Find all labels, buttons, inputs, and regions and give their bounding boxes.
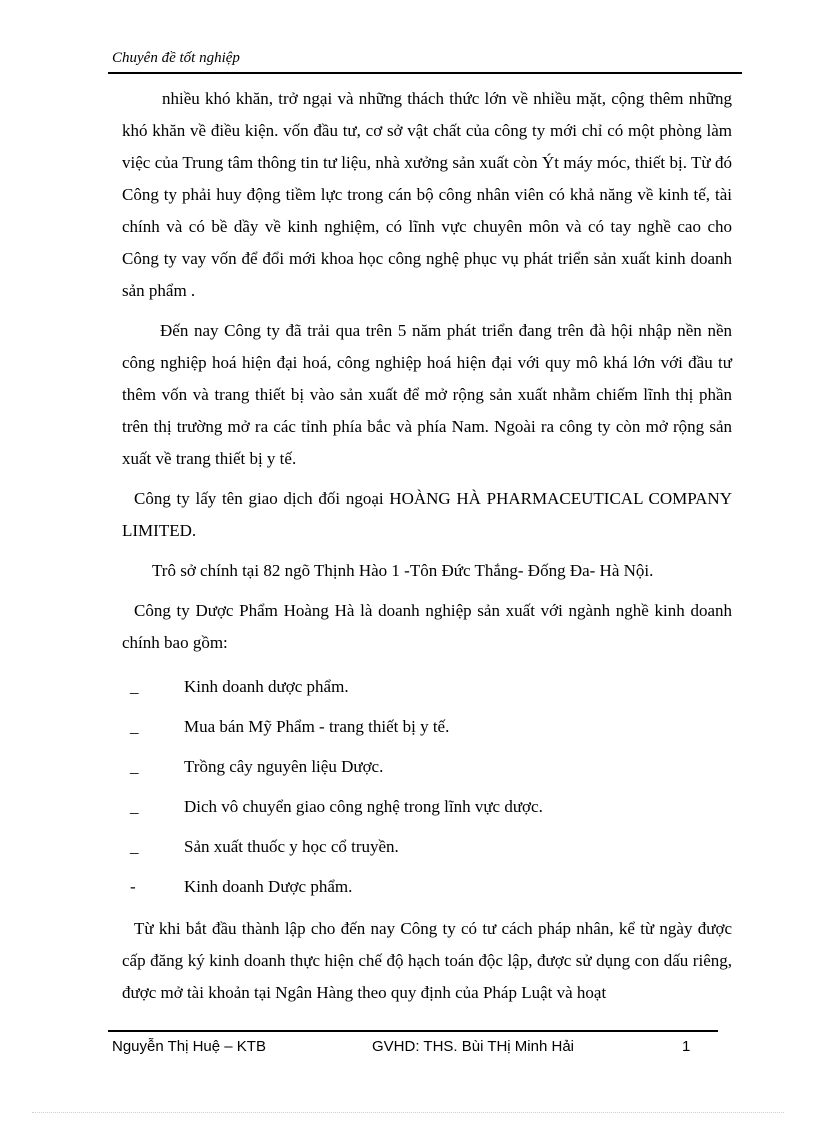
list-item-text: Sản xuất thuốc y học cổ truyền. <box>184 837 399 856</box>
paragraph: Trô sở chính tại 82 ngõ Thịnh Hào 1 -Tôn Đức Thắng- Đống Đa- Hà Nội. <box>152 561 654 580</box>
list-item <box>122 827 732 867</box>
footer-author: Nguyễn Thị Huệ – KTB <box>112 1038 266 1055</box>
list-marker: _ <box>130 757 139 776</box>
list-item <box>122 667 732 707</box>
list-item <box>122 747 732 787</box>
paragraph: Từ khi bắt đầu thành lập cho đến nay Công ty có tư cách pháp nhân, kể từ ngày được cấp đăng ký kinh doanh thực hiện chế độ hạch toán độc lập, được sử dụng con dấu riêng, được mở tài khoản tại Ngân Hàng theo quy định của Pháp Luật và hoạt <box>122 919 732 1002</box>
list-item <box>122 707 732 747</box>
list-item-text: Trồng cây nguyên liệu Dược. <box>184 757 384 776</box>
paragraph: nhiều khó khăn, trở ngại và những thách thức lớn về nhiều mặt, cộng thêm những khó khăn về điều kiện. vốn đầu tư, cơ sở vật chất của công ty mới chỉ có một phòng làm việc của Trung tâm thông tin tư liệu, nhà xưởng sản xuất còn Ýt máy móc, thiết bị. Từ đó Công ty phải huy động tiềm lực trong cán bộ công nhân viên có khả năng về kinh tế, tài chính và có bề dầy về kinh nghiệm, có lĩnh vực chuyên môn và có tay nghề cao cho Công ty vay vốn để đổi mới khoa học công nghệ phục vụ phát triển sản xuất kinh doanh sản phẩm . <box>122 89 732 300</box>
list-marker: - <box>130 877 136 896</box>
list-item <box>122 867 732 907</box>
list-marker: _ <box>130 677 139 696</box>
list-item-text: Dich vô chuyển giao công nghệ trong lĩnh vực dược. <box>184 797 543 816</box>
list-item-text: Kinh doanh Dược phẩm. <box>184 877 353 896</box>
footer-divider <box>108 1030 718 1032</box>
paragraph: Đến nay Công ty đã trải qua trên 5 năm phát triển đang trên đà hội nhập nền nền công nghiệp hoá hiện đại hoá, công nghiệp hoá hiện đại với quy mô khá lớn với đầu tư thêm vốn và trang thiết bị vào sản xuất để mở rộng sản xuất nhằm chiếm lĩnh thị phần trên thị trường mở ra các tỉnh phía bắc và phía Nam. Ngoài ra công ty còn mở rộng sản xuất về trang thiết bị y tế. <box>122 321 732 468</box>
document-body <box>122 83 732 1017</box>
list-marker: _ <box>130 837 139 856</box>
list-marker: _ <box>130 717 139 736</box>
page-edge <box>32 1112 784 1113</box>
page-number: 1 <box>682 1038 691 1055</box>
list-item-text: Kinh doanh dược phẩm. <box>184 677 349 696</box>
paragraph: Công ty Dược Phẩm Hoàng Hà là doanh nghiệp sản xuất với ngành nghề kinh doanh chính bao gồm: <box>122 601 732 652</box>
footer-advisor: GVHD: THS. Bùi THị Minh Hải <box>372 1038 574 1055</box>
list-item-text: Mua bán Mỹ Phẩm - trang thiết bị y tế. <box>184 717 450 736</box>
list-marker: _ <box>130 797 139 816</box>
list-item <box>122 787 732 827</box>
page-header: Chuyên đề tốt nghiệp <box>112 50 240 66</box>
paragraph: Công ty lấy tên giao dịch đối ngoại HOÀNG HÀ PHARMACEUTICAL COMPANY LIMITED. <box>122 489 732 540</box>
header-divider <box>108 72 742 74</box>
business-list <box>122 667 732 907</box>
